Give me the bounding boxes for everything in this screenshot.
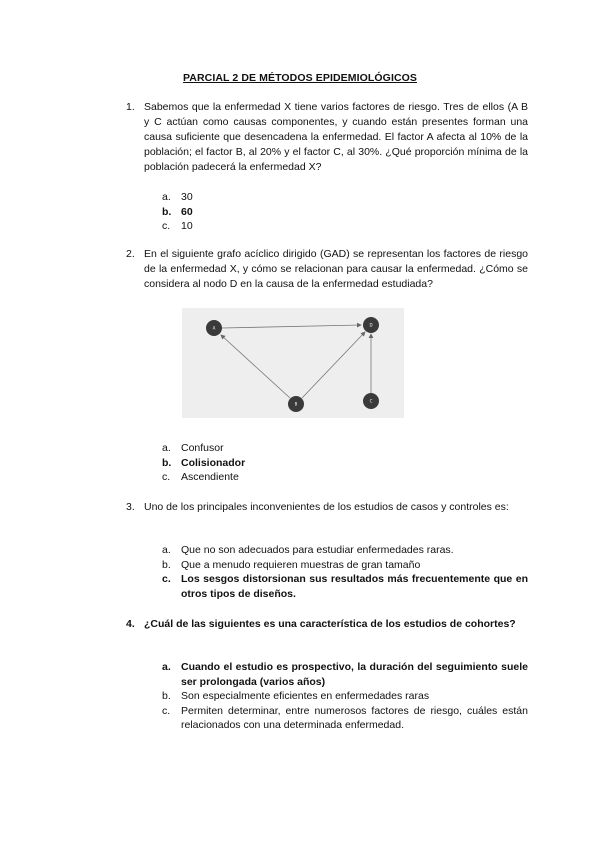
question-3-options <box>162 543 528 601</box>
question-number: 2. <box>126 248 135 260</box>
option-b: b. 60 <box>162 205 193 218</box>
question-text: Sabemos que la enfermedad X tiene varios factores de riesgo. Tres de ellos (A B y C actúan como causas componentes, y cuando están presentes forman una causa suficiente que desencadena la enfermedad. El factor A afecta al 10% de la población; el factor B, al 20% y el factor C, al 30%. ¿Qué proporción mínima de la población padecerá la enfermedad X? <box>144 101 528 173</box>
dag-node-b <box>288 396 304 412</box>
option-c: c. Permiten determinar, entre numerosos factores de riesgo, cuáles están relacionados con una determinada enfermedad. <box>162 704 528 731</box>
edge-b-a <box>221 335 290 398</box>
question-text: ¿Cuál de las siguientes es una característica de los estudios de cohortes? <box>144 618 516 630</box>
question-number: 1. <box>126 101 135 113</box>
node-label: B <box>294 401 298 407</box>
exam-title: PARCIAL 2 DE MÉTODOS EPIDEMIOLÓGICOS <box>182 72 418 84</box>
question-2-options <box>162 441 528 485</box>
dag-node-c <box>363 393 379 409</box>
option-a: a. Cuando el estudio es prospectivo, la duración del seguimiento suele ser prolongada (varios años) <box>162 661 528 688</box>
option-c: c. Ascendiente <box>162 471 239 483</box>
option-b: b. Son especialmente eficientes en enfermedades raras <box>162 690 430 702</box>
question-2 <box>126 247 528 292</box>
question-4-options <box>162 660 528 733</box>
dag-node-d <box>363 317 379 333</box>
dag-node-a <box>206 320 222 336</box>
edge-b-d <box>302 332 365 398</box>
question-3 <box>126 500 528 515</box>
node-label: D <box>369 322 373 328</box>
option-c: c. 10 <box>162 220 193 232</box>
question-1-options <box>162 190 528 234</box>
option-b: b. Colisionador <box>162 456 246 469</box>
question-number: 4. <box>126 618 135 630</box>
node-label: A <box>212 325 216 331</box>
question-text: En el siguiente grafo acíclico dirigido (GAD) se representan los factores de riesgo de la enfermedad X, y cómo se relacionan para causar la enfermedad. ¿Cómo se considera al nodo D en la causa de la enfermedad estudiada? <box>144 248 528 290</box>
option-b: b. Que a menudo requieren muestras de gran tamaño <box>162 558 421 571</box>
option-a: a. 30 <box>162 191 193 203</box>
option-a: a. Que no son adecuados para estudiar enfermedades raras. <box>162 544 454 556</box>
dag-graph <box>182 308 404 418</box>
question-1 <box>126 100 528 175</box>
question-text: Uno de los principales inconvenientes de los estudios de casos y controles es: <box>144 501 509 513</box>
node-label: C <box>369 398 373 404</box>
dag-figure <box>182 308 404 418</box>
question-4 <box>126 617 528 632</box>
option-c: c. Los sesgos distorsionan sus resultados más frecuentemente que en otros tipos de diseños. <box>162 573 528 600</box>
option-a: a. Confusor <box>162 442 224 454</box>
edge-a-d <box>222 325 361 328</box>
question-number: 3. <box>126 501 135 513</box>
